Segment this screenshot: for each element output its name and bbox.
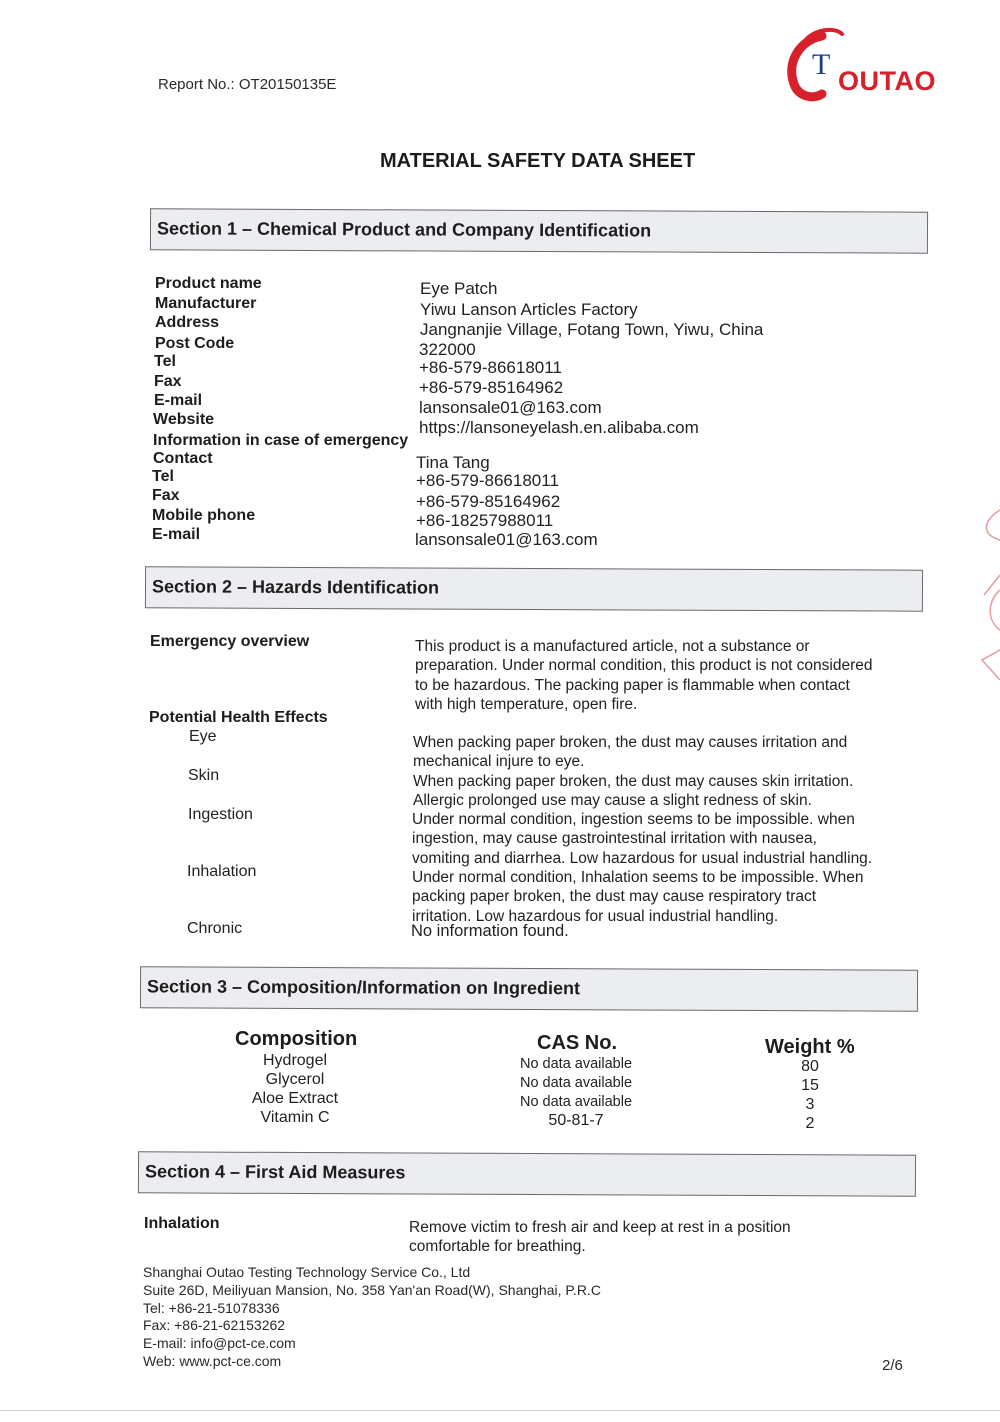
footer-web: Web: www.pct-ce.com <box>143 1352 282 1369</box>
value-email: lansonsale01@163.com <box>419 398 602 417</box>
label-website: Website <box>153 411 215 428</box>
composition-cell: Aloe Extract <box>251 1090 339 1107</box>
value-fax: +86-579-85164962 <box>419 378 564 397</box>
section-3-title: Section 3 – Composition/Information on Ingredient <box>146 976 581 999</box>
value-emergency-email: lansonsale01@163.com <box>415 530 598 549</box>
weight-cell: 15 <box>801 1077 819 1094</box>
composition-cell: Glycerol <box>265 1071 325 1088</box>
value-tel: +86-579-86618011 <box>419 358 562 377</box>
column-header-weight: Weight % <box>765 1036 855 1058</box>
cas-cell: 50-81-7 <box>548 1112 604 1129</box>
section-4-header <box>138 1151 916 1196</box>
effect-ingestion-label: Ingestion <box>188 806 253 823</box>
value-website: https://lansoneyelash.en.alibaba.com <box>419 418 699 437</box>
effect-skin-label: Skin <box>188 767 220 784</box>
section-2-title: Section 2 – Hazards Identification <box>151 576 440 598</box>
effect-chronic-label: Chronic <box>187 920 243 937</box>
logo-text: OUTAO <box>838 66 936 96</box>
scan-edge-line <box>0 1410 1000 1411</box>
label-product-name: Product name <box>155 275 262 292</box>
label-manufacturer: Manufacturer <box>155 295 257 312</box>
section-4-title: Section 4 – First Aid Measures <box>144 1161 406 1183</box>
footer-fax: Fax: +86-21-62153262 <box>143 1317 286 1334</box>
footer-company-info <box>143 1264 601 1371</box>
report-number: Report No.: OT20150135E <box>158 76 337 93</box>
label-tel: Tel <box>154 353 176 370</box>
label-first-aid-inhalation: Inhalation <box>144 1215 220 1232</box>
label-emergency-info: Information in case of emergency <box>153 432 409 449</box>
cas-cell: No data available <box>519 1075 633 1091</box>
value-address: Jangnanjie Village, Fotang Town, Yiwu, China <box>420 320 764 339</box>
label-emergency-tel: Tel <box>152 468 174 485</box>
label-emergency-fax: Fax <box>152 487 180 504</box>
composition-cell: Hydrogel <box>262 1052 328 1069</box>
weight-cell: 3 <box>805 1096 815 1113</box>
label-potential-health-effects: Potential Health Effects <box>149 709 328 726</box>
section-2-header <box>145 566 923 611</box>
footer-address: Suite 26D, Meiliyuan Mansion, No. 358 Yan'an Road(W), Shanghai, P.R.C <box>143 1281 601 1298</box>
value-mobile-phone: +86-18257988011 <box>416 511 554 530</box>
logo-letter: T <box>812 48 831 81</box>
page-number: 2/6 <box>882 1357 903 1374</box>
footer-email: E-mail: info@pct-ce.com <box>143 1335 296 1352</box>
label-contact: Contact <box>153 450 213 467</box>
value-product-name: Eye Patch <box>420 279 498 298</box>
label-address: Address <box>155 314 220 331</box>
cas-cell: No data available <box>519 1094 633 1110</box>
effect-ingestion-text: Under normal condition, ingestion seems to be impossible. when ingestion, may cause gastrointestinal irritation with nausea, vomiting and diarrhea. Low hazardous for usual industrial handling. <box>412 811 873 867</box>
section-1-header <box>150 208 928 253</box>
column-header-composition: Composition <box>235 1028 358 1050</box>
document-title: MATERIAL SAFETY DATA SHEET <box>380 150 696 172</box>
effect-inhalation-label: Inhalation <box>187 863 257 880</box>
seal-stamp-icon <box>970 500 1000 700</box>
footer-company-name: Shanghai Outao Testing Technology Service Co., Ltd <box>143 1264 471 1280</box>
effect-chronic-text: No information found. <box>411 922 569 940</box>
first-aid-inhalation-text: Remove victim to fresh air and keep at rest in a position comfortable for breathing. <box>409 1219 791 1256</box>
label-post-code: Post Code <box>155 335 235 352</box>
column-header-cas: CAS No. <box>537 1032 617 1054</box>
effect-eye-text: When packing paper broken, the dust may causes irritation and mechanical injure to eye. <box>413 734 848 771</box>
value-emergency-tel: +86-579-86618011 <box>416 471 559 490</box>
cas-cell: No data available <box>519 1056 633 1072</box>
label-mobile-phone: Mobile phone <box>152 507 256 524</box>
weight-cell: 2 <box>805 1115 815 1132</box>
label-fax: Fax <box>154 373 182 390</box>
label-emergency-email: E-mail <box>152 526 201 543</box>
emergency-overview-text: This product is a manufactured article, not a substance or preparation. Under normal condition, this product is not considered to be hazardous. The packing paper is flammable when contact with high temperature, open fire. <box>415 638 873 714</box>
value-manufacturer: Yiwu Lanson Articles Factory <box>420 300 638 319</box>
effect-eye-label: Eye <box>189 728 217 745</box>
value-contact: Tina Tang <box>416 453 490 472</box>
label-emergency-overview: Emergency overview <box>150 633 310 650</box>
section-1-title: Section 1 – Chemical Product and Company Identification <box>156 218 652 241</box>
effect-inhalation-text: Under normal condition, Inhalation seems to be impossible. When packing paper broken, the dust may cause respiratory tract irritation. Low hazardous for usual industrial handling. <box>412 869 864 925</box>
footer-tel: Tel: +86-21-51078336 <box>143 1299 280 1316</box>
composition-cell: Vitamin C <box>260 1109 330 1126</box>
value-post-code: 322000 <box>419 340 476 359</box>
weight-cell: 80 <box>801 1058 819 1075</box>
section-3-header <box>140 966 918 1011</box>
value-emergency-fax: +86-579-85164962 <box>416 492 561 511</box>
label-email: E-mail <box>154 392 203 409</box>
effect-skin-text: When packing paper broken, the dust may causes skin irritation. Allergic prolonged use may cause a slight redness of skin. <box>413 773 854 810</box>
